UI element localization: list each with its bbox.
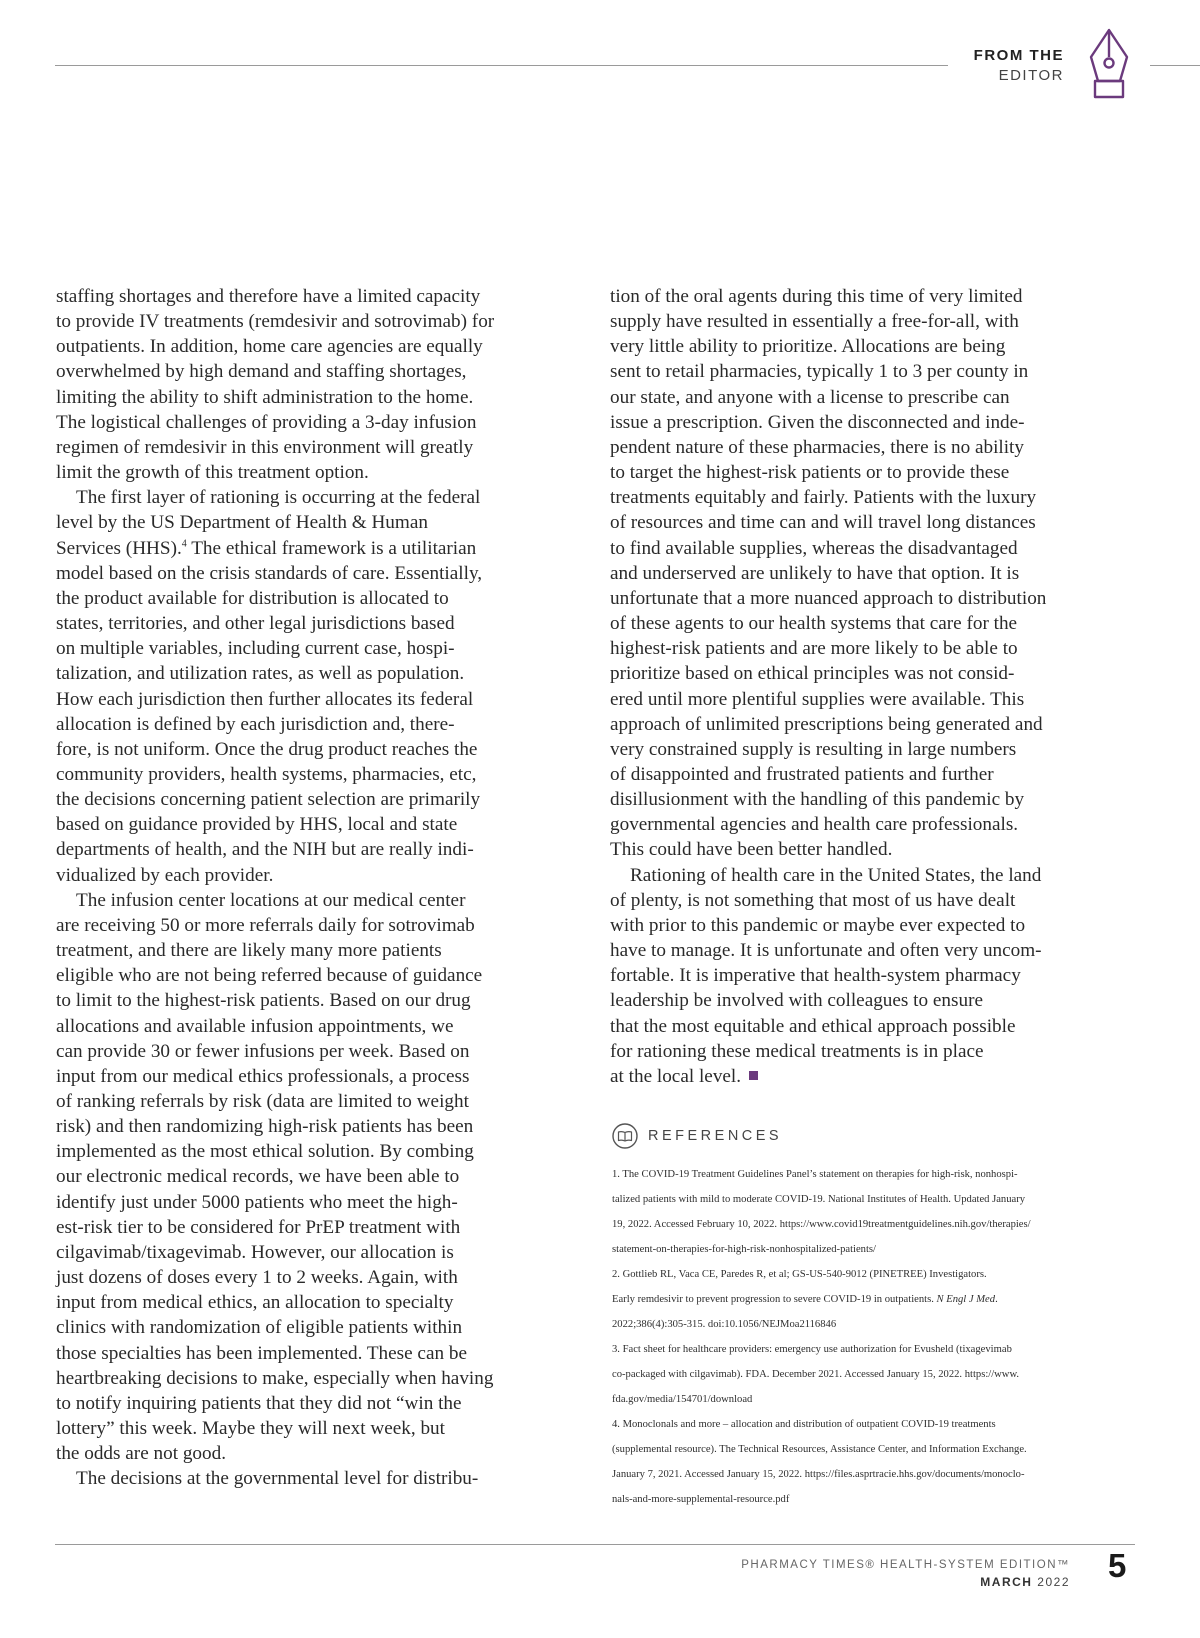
references-list xyxy=(612,1162,1152,1512)
page-number: 5 xyxy=(1108,1547,1127,1584)
header-rule-left xyxy=(55,65,948,66)
section-label xyxy=(974,46,1064,86)
header-rule-right xyxy=(1150,65,1200,66)
reference-text: 2. Gottlieb RL, Vaca CE, Paredes R, et al; GS-US-540-9012 (PINETREE) Investigators. Early remdesivir to prevent progression to severe COVID-19 in outpatients. xyxy=(612,1269,987,1305)
section-label-line2: EDITOR xyxy=(998,67,1064,84)
reference-item: 4. Monoclonals and more – allocation and distribution of outpatient COVID-19 treatments (supplemental resource). The Technical Resources, Assistance Center, and Information Exchange. January 7, 2021. Accessed January 15, 2022. https://files.asprtracie.hhs.gov/documents/monoclo- nals-and-more-supplemental-resource.pdf xyxy=(612,1419,1027,1505)
fountain-pen-nib-icon xyxy=(1085,27,1133,105)
section-label-line1: FROM THE xyxy=(973,47,1064,64)
journal-name: N Engl J Med xyxy=(936,1294,996,1305)
reference-item: 3. Fact sheet for healthcare providers: emergency use authorization for Evusheld (tixagevimab co-packaged with cilgavimab). FDA. December 2021. Accessed January 15, 2022. https://www. fda.gov/media/154701/download xyxy=(612,1344,1020,1405)
body-text: The first layer of rationing is occurring at the federal level by the US Department of Health & Human Services (HHS). xyxy=(56,487,481,559)
body-paragraph: The decisions at the governmental level for distribu- xyxy=(76,1468,479,1490)
body-paragraph: staffing shortages and therefore have a limited capacity to provide IV treatments (remdesivir and sotrovimab) for outpatients. In addition, home care agencies are equally overwhelmed by high demand and staffing shortages, limiting the ability to shift administration to the home. The logistical challenges of providing a 3-day infusion regimen of remdesivir in this environment will greatly limit the growth of this treatment option. xyxy=(56,286,495,484)
body-paragraph: The infusion center locations at our medical center are receiving 50 or more referrals daily for sotrovimab treatment, and there are likely many more patients eligible who are not being referred because of guidance to limit to the highest-risk patients. Based on our drug allocations and available infusion appointments, we can provide 30 or fewer infusions per week. Based on input from our medical ethics professionals, a process of ranking referrals by risk (data are limited to weight risk) and then randomizing high-risk patients has been implemented as the most ethical solution. By combing our electronic medical records, we have been able to identify just under 5000 patients who meet the high- est-risk tier to be considered for PrEP treatment with cilgavimab/tixagevimab. However, our allocation is just dozens of doses every 1 to 2 weeks. Again, with input from medical ethics, an allocation to specialty clinics with randomization of eligible patients within those specialties has been implemented. These can be heartbreaking decisions to make, especially when having to notify inquiring patients that they did not “win the lottery” this week. Maybe they will next week, but the odds are not good. xyxy=(56,889,494,1465)
body-text: Rationing of health care in the United States, the land of plenty, is not something that most of us have dealt with prior to this pandemic or maybe ever expected to have to manage. It is unfortunate and often very uncom- fortable. It is imperative that health-system pharmacy leadership be involved with colleagues to ensure that the most equitable and ethical approach possible for rationing these medical treatments is in place at the local level. xyxy=(610,864,1042,1087)
reference-text: . 2022;386(4):305-315. doi:10.1056/NEJMoa2116846 xyxy=(612,1294,998,1330)
citation-superscript: 4 xyxy=(181,538,187,550)
references-section xyxy=(612,1122,1152,1512)
footer-rule xyxy=(55,1544,1135,1545)
article-column-left xyxy=(56,284,591,1492)
references-title: REFERENCES xyxy=(648,1128,783,1144)
body-paragraph xyxy=(56,485,591,888)
publication-name: PHARMACY TIMES® HEALTH-SYSTEM EDITION™ xyxy=(741,1559,1070,1571)
issue-date xyxy=(741,1574,1070,1591)
issue-month: MARCH xyxy=(980,1575,1033,1589)
reference-item xyxy=(612,1262,1152,1337)
body-paragraph xyxy=(610,863,1145,1089)
issue-year: 2022 xyxy=(1037,1575,1070,1589)
end-of-article-mark xyxy=(749,1071,758,1080)
footer xyxy=(741,1557,1070,1591)
reference-item: 1. The COVID-19 Treatment Guidelines Panel’s statement on therapies for high-risk, nonhospi- talized patients with mild to moderate COVID-19. National Institutes of Health. Updated January 19, 2022. Accessed February 10, 2022. https://www.covid19treatmentguidelines.nih.gov/therapies/ statement-on-therapies-for-high-risk-nonhospitalized-patients/ xyxy=(612,1169,1031,1255)
open-book-icon xyxy=(612,1123,638,1149)
article-column-right xyxy=(610,284,1145,1089)
body-text: The ethical framework is a utilitarian model based on the crisis standards of care. Essentially, the product available for distribution is allocated to states, territories, and other legal jurisdictions based on multiple variables, including current case, hospi- talization, and utilization rates, as well as population. How each jurisdiction then further allocates its federal allocation is defined by each jurisdiction and, there- fore, is not uniform. Once the drug product reaches the community providers, health systems, pharmacies, etc, the decisions concerning patient selection are primarily based on guidance provided by HHS, local and state departments of health, and the NIH but are really indi- vidualized by each provider. xyxy=(56,537,483,886)
references-header xyxy=(612,1122,1152,1150)
body-paragraph: tion of the oral agents during this time of very limited supply have resulted in essentially a free-for-all, with very little ability to prioritize. Allocations are being sent to retail pharmacies, typically 1 to 3 per county in our state, and anyone with a license to prescribe can issue a prescription. Given the disconnected and inde- pendent nature of these pharmacies, there is no ability to target the highest-risk patients or to provide these treatments equitably and fairly. Patients with the luxury of resources and time can and will travel long distances to find available supplies, whereas the disadvantaged and underserved are unlikely to have that option. It is unfortunate that a more nuanced approach to distribution of these agents to our health systems that care for the highest-risk patients and are more likely to be able to prioritize based on ethical principles was not consid- ered until more plentiful supplies were available. This approach of unlimited prescriptions being generated and very constrained supply is resulting in large numbers of disappointed and frustrated patients and further disillusionment with the handling of this pandemic by governmental agencies and health care professionals. This could have been better handled. xyxy=(610,286,1047,861)
